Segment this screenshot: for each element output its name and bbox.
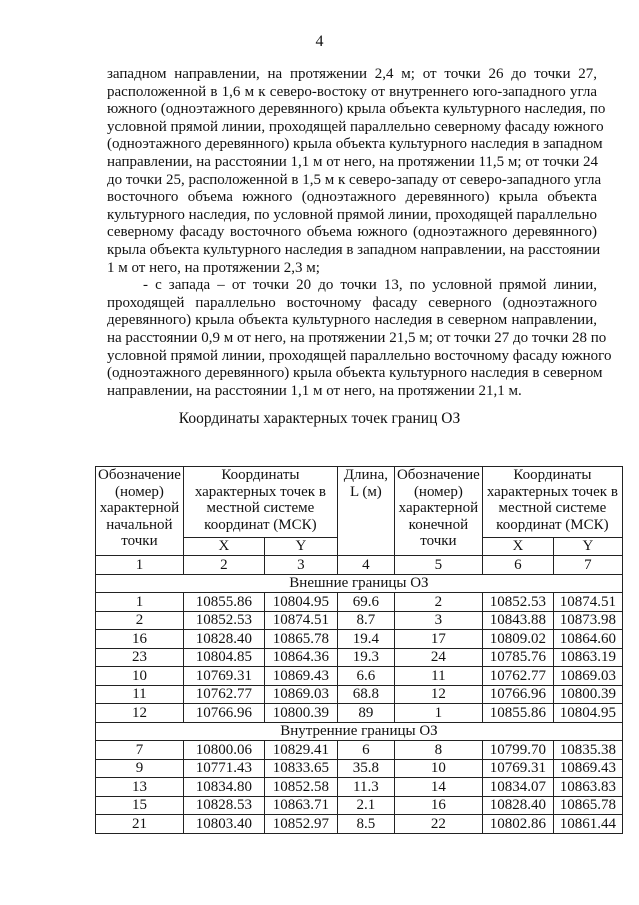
text-line: до точки 25, расположенной в 1,5 м к северо-западу от северо-западного угла xyxy=(107,171,602,188)
text-line: на расстоянии 0,9 м от него, на протяжении 21,5 м; от точки 27 до точки 28 по xyxy=(107,329,607,346)
table-cell: 10804.95 xyxy=(553,704,622,723)
table-cell: 10861.44 xyxy=(553,815,622,834)
table-cell: 9 xyxy=(96,759,184,778)
text-line: направлении, на расстоянии 1,1 м от него, на протяжении 11,5 м; от точки 24 xyxy=(107,153,599,170)
table-cell: 10863.83 xyxy=(553,778,622,797)
table-cell: 7 xyxy=(96,741,184,760)
table-cell: 10833.65 xyxy=(264,759,337,778)
text-line: западном направлении, на протяжении 2,4 м; от точки 26 до точки 27, xyxy=(107,66,597,82)
table-cell: 10766.96 xyxy=(482,685,553,704)
text-line: восточного объема южного (одноэтажного деревянного) крыла объекта xyxy=(107,189,597,206)
text-line: южного (одноэтажного деревянного) крыла объекта культурного наследия, по xyxy=(107,101,606,118)
table-cell: 10828.40 xyxy=(482,796,553,815)
table-row xyxy=(96,796,623,815)
column-number-row xyxy=(96,556,623,575)
table-cell: 3 xyxy=(394,611,482,630)
section-row xyxy=(96,722,623,741)
table-cell: 10864.60 xyxy=(553,630,622,649)
table-cell: 10769.31 xyxy=(482,759,553,778)
table-cell: 23 xyxy=(96,648,184,667)
table-cell: 10 xyxy=(394,759,482,778)
table-cell: 22 xyxy=(394,815,482,834)
table-cell: 13 xyxy=(96,778,184,797)
header-y-end: Y xyxy=(553,537,622,555)
table-cell: 10785.76 xyxy=(482,648,553,667)
table-cell: 10874.51 xyxy=(264,611,337,630)
text-line: культурного наследия, по условной прямой линии, проходящей параллельно xyxy=(107,206,597,223)
table-cell: 12 xyxy=(96,704,184,723)
table-cell: 10762.77 xyxy=(482,667,553,686)
section-title: Внешние границы ОЗ xyxy=(96,574,623,593)
column-number: 4 xyxy=(337,556,394,575)
table-cell: 19.4 xyxy=(337,630,394,649)
header-x-end: X xyxy=(482,537,553,555)
table-cell: 10843.88 xyxy=(482,611,553,630)
table-cell: 10829.41 xyxy=(264,741,337,760)
table-cell: 16 xyxy=(96,630,184,649)
table-cell: 10873.98 xyxy=(553,611,622,630)
table-cell: 10855.86 xyxy=(183,593,264,612)
table-row xyxy=(96,704,623,723)
table-row xyxy=(96,630,623,649)
table-cell: 10834.07 xyxy=(482,778,553,797)
table-cell: 10802.86 xyxy=(482,815,553,834)
table-cell: 10852.58 xyxy=(264,778,337,797)
table-cell: 10863.19 xyxy=(553,648,622,667)
table-cell: 1 xyxy=(394,704,482,723)
table-row xyxy=(96,648,623,667)
table-cell: 89 xyxy=(337,704,394,723)
header-coords-start: Координаты характерных точек в местной системе координат (МСК) xyxy=(183,467,337,538)
table-cell: 10766.96 xyxy=(183,704,264,723)
table-cell: 16 xyxy=(394,796,482,815)
text-line: (одноэтажного деревянного) крыла объекта культурного наследия в северном xyxy=(107,365,603,382)
table-row xyxy=(96,741,623,760)
table-title: Координаты характерных точек границ ОЗ xyxy=(178,410,461,427)
table-cell: 8 xyxy=(394,741,482,760)
table-cell: 10828.53 xyxy=(183,796,264,815)
header-x-start: X xyxy=(183,537,264,555)
table-cell: 8.5 xyxy=(337,815,394,834)
table-cell: 11 xyxy=(96,685,184,704)
page-number: 4 xyxy=(315,33,324,50)
text-line: (одноэтажного деревянного) крыла объекта культурного наследия в западном xyxy=(107,136,603,153)
table-cell: 10800.39 xyxy=(553,685,622,704)
table-cell: 24 xyxy=(394,648,482,667)
column-number: 1 xyxy=(96,556,184,575)
text-line: условной прямой линии, проходящей параллельно восточному фасаду южного xyxy=(107,347,612,364)
text-line: крыла объекта культурного наследия в западном направлении, на расстоянии xyxy=(107,241,601,258)
table-cell: 10869.43 xyxy=(264,667,337,686)
table-cell: 8.7 xyxy=(337,611,394,630)
table-cell: 11 xyxy=(394,667,482,686)
table-cell: 10771.43 xyxy=(183,759,264,778)
section-title: Внутренние границы ОЗ xyxy=(96,722,623,741)
table-cell: 10809.02 xyxy=(482,630,553,649)
header-end-point: Обозначение (номер) характерной конечной точки xyxy=(394,467,482,556)
table-row xyxy=(96,778,623,797)
header-length: Длина, L (м) xyxy=(337,467,394,556)
table-cell: 10769.31 xyxy=(183,667,264,686)
table-cell: 21 xyxy=(96,815,184,834)
text-line: - с запада – от точки 20 до точки 13, по условной прямой линии, xyxy=(143,277,597,294)
text-line: направлении, на расстоянии 1,1 м от него, на протяжении 21,1 м. xyxy=(107,382,522,399)
text-line: расположенной в 1,6 м к северо-востоку от внутреннего юго-западного угла xyxy=(107,83,597,100)
table-cell: 35.8 xyxy=(337,759,394,778)
table-cell: 10863.71 xyxy=(264,796,337,815)
header-coords-end: Координаты характерных точек в местной системе координат (МСК) xyxy=(482,467,622,538)
table-cell: 10869.03 xyxy=(553,667,622,686)
header-start-point: Обозначение (номер) характерной начальной точки xyxy=(96,467,184,556)
table-cell: 10804.95 xyxy=(264,593,337,612)
table-cell: 2 xyxy=(96,611,184,630)
column-number: 3 xyxy=(264,556,337,575)
table-cell: 10804.85 xyxy=(183,648,264,667)
text-line: северному фасаду восточного объема южного (одноэтажного деревянного) xyxy=(107,224,597,241)
table-cell: 69.6 xyxy=(337,593,394,612)
table-cell: 10855.86 xyxy=(482,704,553,723)
table-row xyxy=(96,759,623,778)
table-row xyxy=(96,815,623,834)
table-cell: 10864.36 xyxy=(264,648,337,667)
table-cell: 10852.53 xyxy=(482,593,553,612)
table-cell: 2.1 xyxy=(337,796,394,815)
column-number: 6 xyxy=(482,556,553,575)
body-text xyxy=(107,66,612,400)
table-cell: 10800.06 xyxy=(183,741,264,760)
table-cell: 12 xyxy=(394,685,482,704)
table-cell: 10835.38 xyxy=(553,741,622,760)
coordinates-table xyxy=(95,466,623,834)
table-cell: 10799.70 xyxy=(482,741,553,760)
table-row xyxy=(96,593,623,612)
table-cell: 11.3 xyxy=(337,778,394,797)
table-cell: 2 xyxy=(394,593,482,612)
table-cell: 17 xyxy=(394,630,482,649)
table-cell: 15 xyxy=(96,796,184,815)
table-cell: 10869.03 xyxy=(264,685,337,704)
text-line: проходящей параллельно восточному фасаду северного (одноэтажного xyxy=(107,294,597,311)
table-cell: 10834.80 xyxy=(183,778,264,797)
column-number: 5 xyxy=(394,556,482,575)
table-cell: 10852.97 xyxy=(264,815,337,834)
table-cell: 68.8 xyxy=(337,685,394,704)
table-cell: 10865.78 xyxy=(553,796,622,815)
table-cell: 19.3 xyxy=(337,648,394,667)
table-cell: 10800.39 xyxy=(264,704,337,723)
table-cell: 10852.53 xyxy=(183,611,264,630)
text-line: условной прямой линии, проходящей параллельно северному фасаду южного xyxy=(107,118,604,135)
text-line: 1 м от него, на протяжении 2,3 м; xyxy=(107,259,320,276)
table-row xyxy=(96,685,623,704)
section-row xyxy=(96,574,623,593)
table-row xyxy=(96,611,623,630)
column-number: 2 xyxy=(183,556,264,575)
table-cell: 10869.43 xyxy=(553,759,622,778)
table-row xyxy=(96,667,623,686)
table-cell: 10803.40 xyxy=(183,815,264,834)
text-line: деревянного) крыла объекта культурного наследия в северном направлении, xyxy=(107,312,597,329)
table-cell: 10762.77 xyxy=(183,685,264,704)
table-cell: 6.6 xyxy=(337,667,394,686)
table-cell: 10 xyxy=(96,667,184,686)
table-cell: 10865.78 xyxy=(264,630,337,649)
table-cell: 6 xyxy=(337,741,394,760)
header-y-start: Y xyxy=(264,537,337,555)
table-cell: 14 xyxy=(394,778,482,797)
table-cell: 10828.40 xyxy=(183,630,264,649)
table-cell: 1 xyxy=(96,593,184,612)
column-number: 7 xyxy=(553,556,622,575)
table-cell: 10874.51 xyxy=(553,593,622,612)
